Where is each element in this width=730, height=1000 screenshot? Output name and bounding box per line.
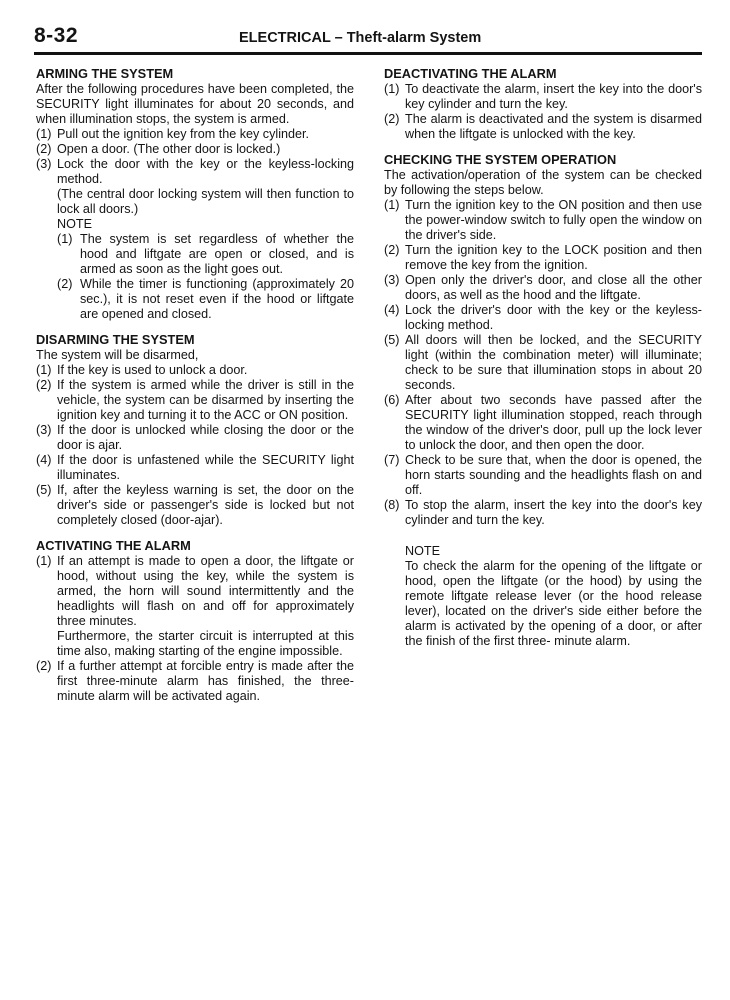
step-sub-note: (The central door locking system will then function to lock all doors.): [57, 187, 354, 216]
item-number: (2): [384, 112, 400, 126]
item-text: Open only the driver's door, and close all the other doors, as well as the hood and the liftgate.: [405, 273, 702, 302]
item-text: Lock the door with the key or the keyless-locking method.: [57, 157, 354, 186]
item-number: (1): [36, 554, 52, 568]
item-text: Check to be sure that, when the door is opened, the horn starts sounding and the headlights flash on and off.: [405, 453, 702, 497]
list-item: [384, 498, 702, 528]
item-number: (5): [36, 483, 52, 497]
item-number: (2): [36, 659, 52, 673]
header-rule: [34, 52, 702, 55]
list-item: [384, 303, 702, 333]
item-number: (4): [384, 303, 400, 317]
checking-intro: The activation/operation of the system can be checked by following the steps below.: [384, 168, 702, 197]
list-item: [36, 378, 354, 423]
note-text: The system is set regardless of whether the hood and liftgate are open or closed, and is armed as soon as the light goes out.: [80, 232, 354, 276]
item-text: All doors will then be locked, and the SECURITY light (within the combination meter) will illuminate; check to be sure that illumination stops in about 20 seconds.: [405, 333, 702, 392]
list-item: [384, 273, 702, 303]
item-number: (2): [36, 142, 52, 156]
note-item: [36, 232, 354, 277]
item-number: (2): [384, 243, 400, 257]
note-number: (2): [57, 277, 73, 291]
list-item: [384, 333, 702, 393]
disarming-intro: The system will be disarmed,: [36, 348, 199, 362]
item-number: (1): [36, 127, 52, 141]
note-number: (1): [57, 232, 73, 246]
item-number: (8): [384, 498, 400, 512]
list-item: [384, 393, 702, 453]
disarming-heading: DISARMING THE SYSTEM: [36, 332, 195, 347]
arming-intro: After the following procedures have been completed, the SECURITY light illuminates for about 20 seconds, and when illumination stops, the system is armed.: [36, 82, 354, 126]
list-item: [384, 82, 702, 112]
item-text: Lock the driver's door with the key or the keyless- locking method.: [405, 303, 702, 332]
list-item: [36, 453, 354, 483]
arming-heading: ARMING THE SYSTEM: [36, 66, 174, 81]
list-item: [36, 554, 354, 629]
item-text: If, after the keyless warning is set, the door on the driver's side or passenger's side is locked but not completely closed (door-ajar).: [57, 483, 354, 527]
item-text: If the door is unlocked while closing the door or the door is ajar.: [57, 423, 354, 452]
deactivating-heading: DEACTIVATING THE ALARM: [384, 66, 557, 81]
item-number: (3): [36, 157, 52, 171]
item-text: Turn the ignition key to the LOCK position and then remove the key from the ignition.: [405, 243, 702, 272]
item-text: If the door is unfastened while the SECURITY light illuminates.: [57, 453, 354, 482]
list-item: [384, 243, 702, 273]
list-item: [36, 127, 354, 142]
item-number: (6): [384, 393, 400, 407]
note-label: NOTE: [405, 544, 440, 558]
right-column: [384, 66, 702, 649]
item-text: To deactivate the alarm, insert the key into the door's key cylinder and turn the key.: [405, 82, 702, 111]
item-text: Open a door. (The other door is locked.): [57, 142, 281, 156]
note-text: To check the alarm for the opening of the liftgate or hood, open the liftgate (or the hood) by using the remote liftgate release lever (or the hood release lever), located on the driver's side either before the alarm is activated by the opening of a door, or after the finish of the first three- minute alarm.: [405, 559, 702, 648]
item-number: (5): [384, 333, 400, 347]
item-text: After about two seconds have passed after the SECURITY light illumination stopped, reach through the window of the driver's door, pull up the lock lever to unlock the door, and then open the door.: [405, 393, 702, 452]
note-item: [36, 277, 354, 322]
item-text: If a further attempt at forcible entry is made after the first three-minute alarm has finished, the three-minute alarm will be activated again.: [57, 659, 354, 703]
activating-heading: ACTIVATING THE ALARM: [36, 538, 191, 553]
list-item: [36, 423, 354, 453]
list-item: [36, 659, 354, 704]
item-number: (3): [36, 423, 52, 437]
list-item: [384, 198, 702, 243]
list-item: [384, 112, 702, 142]
item-number: (1): [36, 363, 52, 377]
note-text: While the timer is functioning (approximately 20 sec.), it is not reset even if the hood or liftgate are opened and closed.: [80, 277, 354, 321]
item-text: Pull out the ignition key from the key cylinder.: [57, 127, 310, 141]
section-title: ELECTRICAL – Theft-alarm System: [239, 30, 482, 46]
item-number: (1): [384, 82, 400, 96]
item-number: (3): [384, 273, 400, 287]
list-item: [36, 483, 354, 528]
item-text: To stop the alarm, insert the key into the door's key cylinder and turn the key.: [405, 498, 702, 527]
list-item: [36, 142, 354, 157]
item-text: If an attempt is made to open a door, the liftgate or hood, without using the key, while the system is armed, the horn will sound intermittently and the headlights will flash on and off for approximately three minutes.: [57, 554, 354, 628]
item-number: (7): [384, 453, 400, 467]
item-number: (2): [36, 378, 52, 392]
page-header: [34, 24, 702, 52]
item-text: If the system is armed while the driver is still in the vehicle, the system can be disarmed by inserting the ignition key and turning it to the ACC or ON position.: [57, 378, 354, 422]
page-number: 8-32: [34, 24, 79, 47]
list-item: [36, 363, 354, 378]
item-text: If the key is used to unlock a door.: [57, 363, 248, 377]
note-label: NOTE: [57, 217, 92, 231]
item-number: (4): [36, 453, 52, 467]
list-item: [384, 453, 702, 498]
step-sub-note: Furthermore, the starter circuit is interrupted at this time also, making starting of the engine impossible.: [57, 629, 354, 658]
list-item: [36, 157, 354, 187]
item-text: Turn the ignition key to the ON position and then use the power-window switch to fully open the window on the driver's side.: [405, 198, 702, 242]
item-text: The alarm is deactivated and the system is disarmed when the liftgate is unlocked with the key.: [405, 112, 702, 141]
left-column: [36, 66, 354, 704]
checking-heading: CHECKING THE SYSTEM OPERATION: [384, 152, 617, 167]
item-number: (1): [384, 198, 400, 212]
